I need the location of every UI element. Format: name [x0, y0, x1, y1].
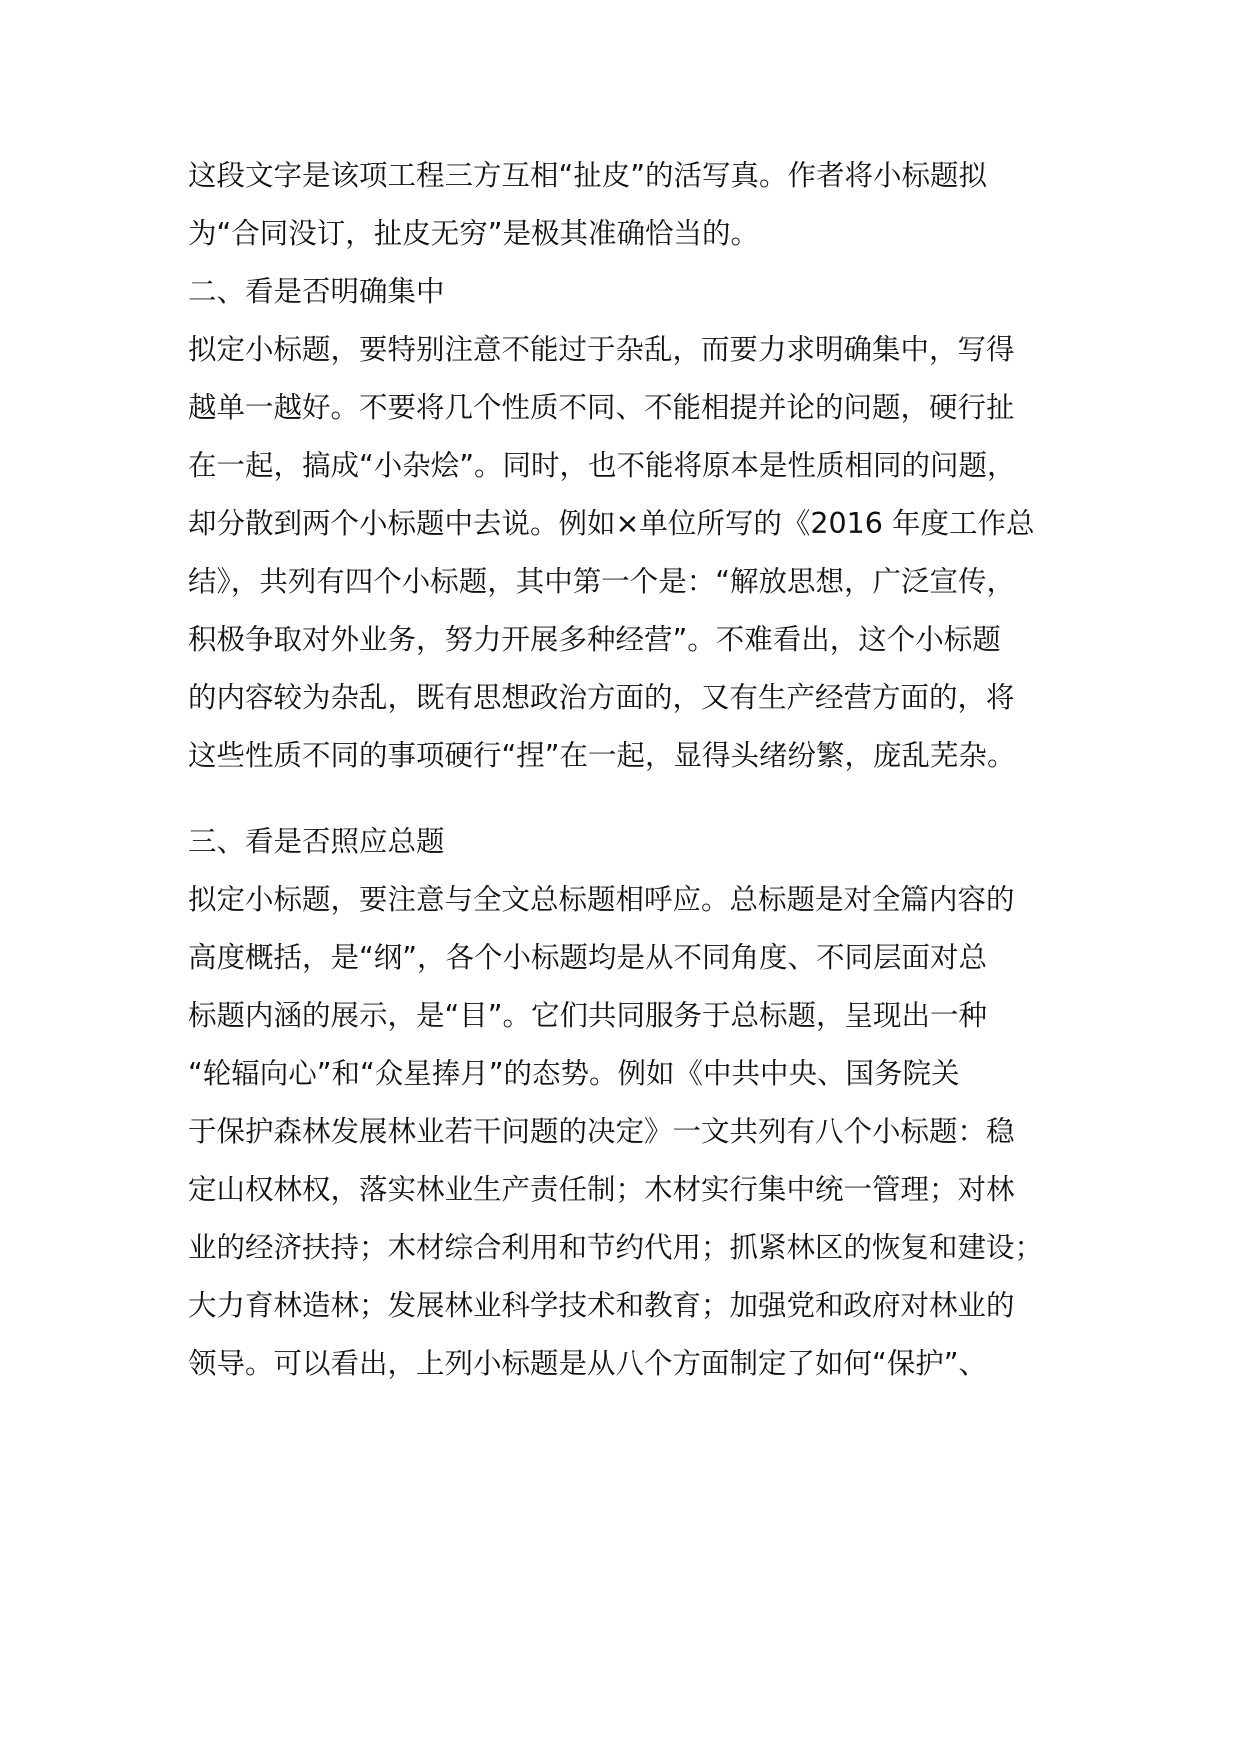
paragraph-line: 定山权林权，落实林业生产责任制；木材实行集中统一管理；对林	[188, 1173, 1015, 1206]
paragraph-line: 积极争取对外业务，努力开展多种经营”。不难看出，这个小标题	[188, 623, 1001, 656]
paragraph-line: 拟定小标题，要特别注意不能过于杂乱，而要力求明确集中，写得	[188, 333, 1015, 366]
paragraph-line: 这段文字是该项工程三方互相“扯皮”的活写真。作者将小标题拟	[188, 159, 988, 192]
paragraph-line: “轮辐向心”和“众星捧月”的态势。例如《中共中央、国务院关	[188, 1057, 960, 1090]
paragraph-line: 高度概括，是“纲”，各个小标题均是从不同角度、不同层面对总	[188, 941, 988, 974]
paragraph-line: 标题内涵的展示，是“目”。它们共同服务于总标题，呈现出一种	[188, 999, 988, 1032]
paragraph-line: 的内容较为杂乱，既有思想政治方面的，又有生产经营方面的，将	[188, 681, 1015, 714]
paragraph-line: 业的经济扶持；木材综合利用和节约代用；抓紧林区的恢复和建设；	[188, 1231, 1044, 1264]
paragraph-line: 在一起，搞成“小杂烩”。同时，也不能将原本是性质相同的问题，	[188, 449, 1016, 482]
section-heading: 三、看是否照应总题	[188, 825, 445, 858]
paragraph-line: 为“合同没订，扯皮无穷”是极其准确恰当的。	[188, 217, 760, 250]
paragraph-line: 结》，共列有四个小标题，其中第一个是：“解放思想，广泛宣传，	[188, 565, 1016, 598]
paragraph-line: 越单一越好。不要将几个性质不同、不能相提并论的问题，硬行扯	[188, 391, 1015, 424]
paragraph-line: 这些性质不同的事项硬行“捏”在一起，显得头绪纷繁，庞乱芜杂。	[188, 739, 1016, 772]
paragraph-line: 于保护森林发展林业若干问题的决定》一文共列有八个小标题：稳	[188, 1115, 1015, 1148]
section-heading: 二、看是否明确集中	[188, 275, 445, 308]
paragraph-line: 领导。可以看出，上列小标题是从八个方面制定了如何“保护”、	[188, 1347, 988, 1380]
paragraph-line: 大力育林造林；发展林业科学技术和教育；加强党和政府对林业的	[188, 1289, 1015, 1322]
paragraph-line: 拟定小标题，要注意与全文总标题相呼应。总标题是对全篇内容的	[188, 883, 1015, 916]
paragraph-line: 却分散到两个小标题中去说。例如×单位所写的《2016 年度工作总	[188, 507, 1035, 540]
